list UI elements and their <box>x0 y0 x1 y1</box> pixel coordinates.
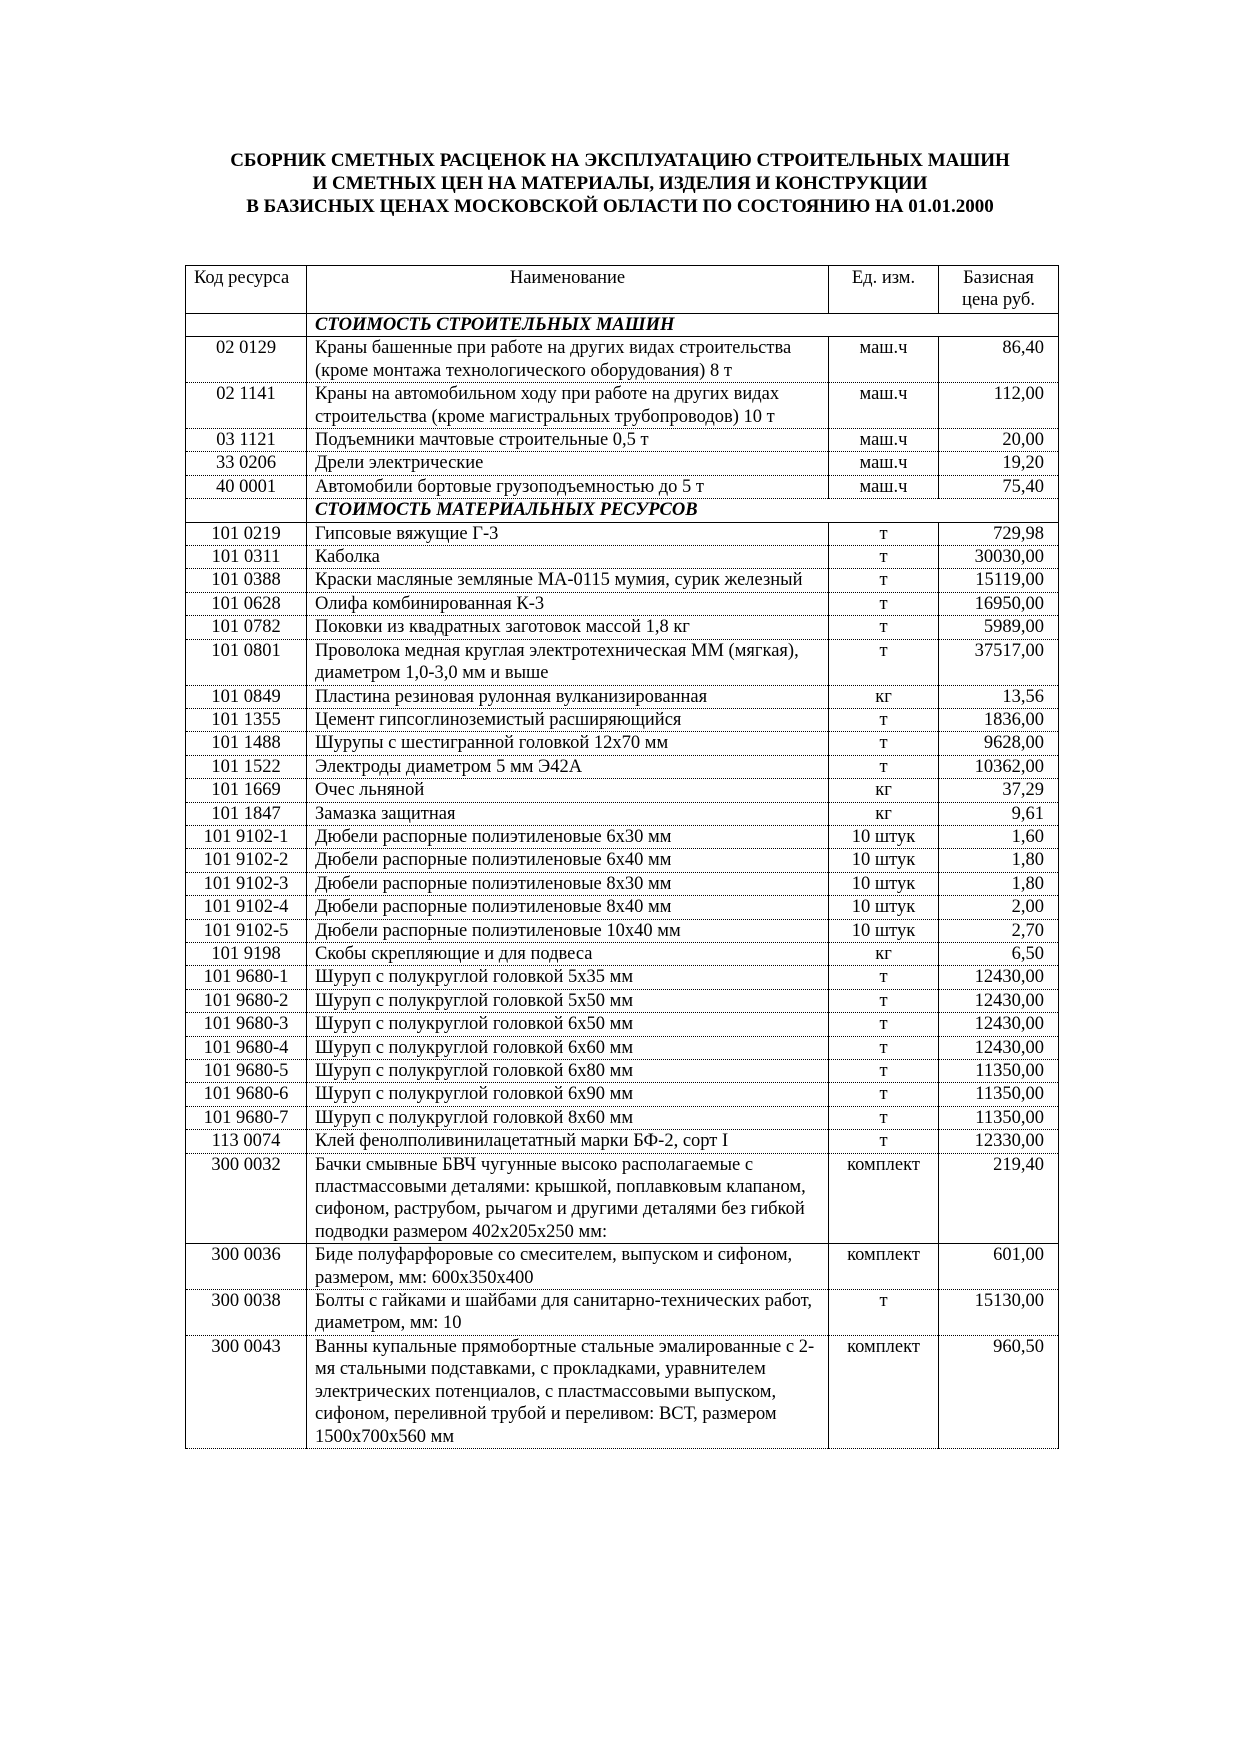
table-row <box>186 1335 1059 1448</box>
unit-cell: комплект <box>829 1335 939 1448</box>
base-price-cell: 15130,00 <box>939 1290 1059 1336</box>
table-row <box>186 1153 1059 1244</box>
resource-code-cell: 101 9102-3 <box>186 872 307 895</box>
resource-name-cell: Шуруп с полукруглой головкой 6х60 мм <box>307 1036 829 1059</box>
unit-cell: т <box>829 1036 939 1059</box>
resource-code-cell: 101 0801 <box>186 639 307 685</box>
table-row <box>186 639 1059 685</box>
table-row <box>186 475 1059 498</box>
resource-code-cell: 101 9680-7 <box>186 1106 307 1129</box>
section-blank-cell <box>186 499 307 522</box>
unit-cell: т <box>829 1106 939 1129</box>
resource-code-cell: 101 9680-1 <box>186 966 307 989</box>
table-header-row <box>186 266 1059 314</box>
base-price-cell: 12330,00 <box>939 1130 1059 1153</box>
resource-code-cell: 40 0001 <box>186 475 307 498</box>
unit-cell: кг <box>829 685 939 708</box>
table-row <box>186 546 1059 569</box>
base-price-cell: 13,56 <box>939 685 1059 708</box>
resource-code-cell: 02 0129 <box>186 337 307 383</box>
base-price-cell: 960,50 <box>939 1335 1059 1448</box>
table-row <box>186 802 1059 825</box>
unit-cell: маш.ч <box>829 452 939 475</box>
base-price-cell: 11350,00 <box>939 1106 1059 1129</box>
resource-name-cell: Гипсовые вяжущие Г-3 <box>307 522 829 545</box>
base-price-cell: 10362,00 <box>939 755 1059 778</box>
resource-name-cell: Скобы скрепляющие и для подвеса <box>307 942 829 965</box>
base-price-cell: 37517,00 <box>939 639 1059 685</box>
table-row <box>186 1130 1059 1153</box>
header-code: Код ресурса <box>186 266 307 314</box>
base-price-cell: 12430,00 <box>939 989 1059 1012</box>
unit-cell: т <box>829 1290 939 1336</box>
unit-cell: 10 штук <box>829 872 939 895</box>
unit-cell: маш.ч <box>829 429 939 452</box>
table-row <box>186 919 1059 942</box>
base-price-cell: 601,00 <box>939 1244 1059 1290</box>
unit-cell: 10 штук <box>829 919 939 942</box>
section-blank-cell <box>186 314 307 337</box>
table-row <box>186 1036 1059 1059</box>
table-row <box>186 522 1059 545</box>
base-price-cell: 75,40 <box>939 475 1059 498</box>
resource-code-cell: 03 1121 <box>186 429 307 452</box>
unit-cell: т <box>829 639 939 685</box>
resource-name-cell: Цемент гипсоглиноземистый расширяющийся <box>307 708 829 731</box>
table-row <box>186 732 1059 755</box>
resource-name-cell: Ванны купальные прямобортные стальные эмалированные с 2-мя стальными подставками, с прокладками, уравнителем электрических потенциалов, с пластмассовыми выпуском, сифоном, переливной трубой и переливом: ВСТ, размером 1500х700х560 мм <box>307 1335 829 1448</box>
section-title: СТОИМОСТЬ МАТЕРИАЛЬНЫХ РЕСУРСОВ <box>307 499 1059 522</box>
base-price-cell: 16950,00 <box>939 592 1059 615</box>
resource-code-cell: 101 9102-5 <box>186 919 307 942</box>
resource-name-cell: Олифа комбинированная К-3 <box>307 592 829 615</box>
resource-code-cell: 101 1488 <box>186 732 307 755</box>
unit-cell: т <box>829 989 939 1012</box>
table-row <box>186 849 1059 872</box>
table-row <box>186 708 1059 731</box>
unit-cell: т <box>829 1013 939 1036</box>
resource-code-cell: 300 0038 <box>186 1290 307 1336</box>
resource-code-cell: 113 0074 <box>186 1130 307 1153</box>
resource-name-cell: Бачки смывные БВЧ чугунные высоко располагаемые с пластмассовыми деталями: крышкой, поплавковым клапаном, сифоном, раструбом, рычагом и другими деталями без гибкой подводки размером 402х205х250 мм: <box>307 1153 829 1244</box>
table-row <box>186 966 1059 989</box>
unit-cell: 10 штук <box>829 825 939 848</box>
section-row <box>186 314 1059 337</box>
unit-cell: 10 штук <box>829 896 939 919</box>
base-price-cell: 1,80 <box>939 849 1059 872</box>
resource-name-cell: Шуруп с полукруглой головкой 6х50 мм <box>307 1013 829 1036</box>
table-row <box>186 942 1059 965</box>
unit-cell: т <box>829 732 939 755</box>
document-title <box>0 149 1240 218</box>
resource-code-cell: 101 9102-2 <box>186 849 307 872</box>
base-price-cell: 9,61 <box>939 802 1059 825</box>
base-price-cell: 30030,00 <box>939 546 1059 569</box>
resource-code-cell: 300 0036 <box>186 1244 307 1290</box>
resource-name-cell: Шуруп с полукруглой головкой 5х35 мм <box>307 966 829 989</box>
resource-name-cell: Шурупы с шестигранной головкой 12х70 мм <box>307 732 829 755</box>
resource-name-cell: Дюбели распорные полиэтиленовые 8х30 мм <box>307 872 829 895</box>
resource-code-cell: 101 0782 <box>186 616 307 639</box>
resource-code-cell: 101 0388 <box>186 569 307 592</box>
unit-cell: т <box>829 755 939 778</box>
unit-cell: т <box>829 546 939 569</box>
unit-cell: т <box>829 616 939 639</box>
table-row <box>186 1244 1059 1290</box>
resource-name-cell: Дрели электрические <box>307 452 829 475</box>
unit-cell: т <box>829 1060 939 1083</box>
section-row <box>186 499 1059 522</box>
base-price-cell: 1,60 <box>939 825 1059 848</box>
unit-cell: маш.ч <box>829 475 939 498</box>
resource-name-cell: Шуруп с полукруглой головкой 8х60 мм <box>307 1106 829 1129</box>
table-row <box>186 1013 1059 1036</box>
resource-code-cell: 101 0311 <box>186 546 307 569</box>
table-row <box>186 872 1059 895</box>
resource-name-cell: Дюбели распорные полиэтиленовые 8х40 мм <box>307 896 829 919</box>
resource-code-cell: 101 0849 <box>186 685 307 708</box>
table-row <box>186 383 1059 429</box>
table-row <box>186 1290 1059 1336</box>
table-row <box>186 616 1059 639</box>
header-unit: Ед. изм. <box>829 266 939 314</box>
resource-name-cell: Проволока медная круглая электротехническая ММ (мягкая), диаметром 1,0-3,0 мм и выше <box>307 639 829 685</box>
unit-cell: комплект <box>829 1244 939 1290</box>
base-price-cell: 19,20 <box>939 452 1059 475</box>
table-row <box>186 569 1059 592</box>
resource-name-cell: Каболка <box>307 546 829 569</box>
base-price-cell: 20,00 <box>939 429 1059 452</box>
resource-name-cell: Дюбели распорные полиэтиленовые 10х40 мм <box>307 919 829 942</box>
unit-cell: 10 штук <box>829 849 939 872</box>
table-row <box>186 825 1059 848</box>
base-price-cell: 11350,00 <box>939 1083 1059 1106</box>
header-price: Базисная цена руб. <box>939 266 1059 314</box>
unit-cell: кг <box>829 779 939 802</box>
base-price-cell: 1,80 <box>939 872 1059 895</box>
resource-code-cell: 101 9680-3 <box>186 1013 307 1036</box>
base-price-cell: 1836,00 <box>939 708 1059 731</box>
unit-cell: кг <box>829 802 939 825</box>
resource-name-cell: Электроды диаметром 5 мм Э42А <box>307 755 829 778</box>
table-body <box>186 314 1059 1449</box>
unit-cell: т <box>829 966 939 989</box>
table-row <box>186 337 1059 383</box>
table-row <box>186 755 1059 778</box>
table-row <box>186 592 1059 615</box>
unit-cell: т <box>829 1083 939 1106</box>
table-row <box>186 1060 1059 1083</box>
unit-cell: т <box>829 522 939 545</box>
resource-name-cell: Автомобили бортовые грузоподъемностью до 5 т <box>307 475 829 498</box>
title-line-2: И СМЕТНЫХ ЦЕН НА МАТЕРИАЛЫ, ИЗДЕЛИЯ И КОНСТРУКЦИИ <box>312 173 928 194</box>
unit-cell: маш.ч <box>829 383 939 429</box>
resource-name-cell: Болты с гайками и шайбами для санитарно-технических работ, диаметром, мм: 10 <box>307 1290 829 1336</box>
resource-name-cell: Очес льняной <box>307 779 829 802</box>
resource-code-cell: 101 9680-2 <box>186 989 307 1012</box>
resource-name-cell: Дюбели распорные полиэтиленовые 6х30 мм <box>307 825 829 848</box>
base-price-cell: 6,50 <box>939 942 1059 965</box>
resource-code-cell: 300 0032 <box>186 1153 307 1244</box>
base-price-cell: 11350,00 <box>939 1060 1059 1083</box>
resource-code-cell: 101 1669 <box>186 779 307 802</box>
resource-code-cell: 101 9102-4 <box>186 896 307 919</box>
resource-name-cell: Шуруп с полукруглой головкой 6х90 мм <box>307 1083 829 1106</box>
base-price-cell: 9628,00 <box>939 732 1059 755</box>
table-row <box>186 685 1059 708</box>
table-row <box>186 1083 1059 1106</box>
resource-code-cell: 101 9198 <box>186 942 307 965</box>
resource-name-cell: Дюбели распорные полиэтиленовые 6х40 мм <box>307 849 829 872</box>
base-price-cell: 12430,00 <box>939 1013 1059 1036</box>
base-price-cell: 729,98 <box>939 522 1059 545</box>
base-price-cell: 12430,00 <box>939 966 1059 989</box>
unit-cell: т <box>829 708 939 731</box>
resource-code-cell: 33 0206 <box>186 452 307 475</box>
unit-cell: т <box>829 592 939 615</box>
base-price-cell: 2,70 <box>939 919 1059 942</box>
table-row <box>186 779 1059 802</box>
table-row <box>186 1106 1059 1129</box>
resource-name-cell: Поковки из квадратных заготовок массой 1,8 кг <box>307 616 829 639</box>
base-price-cell: 86,40 <box>939 337 1059 383</box>
base-price-cell: 219,40 <box>939 1153 1059 1244</box>
title-line-1: СБОРНИК СМЕТНЫХ РАСЦЕНОК НА ЭКСПЛУАТАЦИЮ СТРОИТЕЛЬНЫХ МАШИН <box>230 150 1010 171</box>
section-title: СТОИМОСТЬ СТРОИТЕЛЬНЫХ МАШИН <box>307 314 1059 337</box>
resource-code-cell: 101 1522 <box>186 755 307 778</box>
unit-cell: комплект <box>829 1153 939 1244</box>
resource-code-cell: 101 9680-4 <box>186 1036 307 1059</box>
resource-code-cell: 101 1847 <box>186 802 307 825</box>
base-price-cell: 15119,00 <box>939 569 1059 592</box>
resource-name-cell: Краны башенные при работе на других видах строительства (кроме монтажа технологического оборудования) 8 т <box>307 337 829 383</box>
table-row <box>186 896 1059 919</box>
base-price-cell: 37,29 <box>939 779 1059 802</box>
table-row <box>186 989 1059 1012</box>
resource-code-cell: 101 0628 <box>186 592 307 615</box>
unit-cell: кг <box>829 942 939 965</box>
resource-name-cell: Шуруп с полукруглой головкой 5х50 мм <box>307 989 829 1012</box>
resource-code-cell: 101 9680-6 <box>186 1083 307 1106</box>
resource-name-cell: Биде полуфарфоровые со смесителем, выпуском и сифоном, размером, мм: 600х350х400 <box>307 1244 829 1290</box>
base-price-cell: 5989,00 <box>939 616 1059 639</box>
resource-name-cell: Краски масляные земляные МА-0115 мумия, сурик железный <box>307 569 829 592</box>
title-line-3: В БАЗИСНЫХ ЦЕНАХ МОСКОВСКОЙ ОБЛАСТИ ПО СОСТОЯНИЮ НА 01.01.2000 <box>246 196 994 217</box>
unit-cell: маш.ч <box>829 337 939 383</box>
resource-code-cell: 101 0219 <box>186 522 307 545</box>
resource-name-cell: Краны на автомобильном ходу при работе на других видах строительства (кроме магистральных трубопроводов) 10 т <box>307 383 829 429</box>
resource-code-cell: 101 1355 <box>186 708 307 731</box>
header-name: Наименование <box>307 266 829 314</box>
base-price-cell: 2,00 <box>939 896 1059 919</box>
resource-name-cell: Подъемники мачтовые строительные 0,5 т <box>307 429 829 452</box>
resource-code-cell: 101 9102-1 <box>186 825 307 848</box>
unit-cell: т <box>829 1130 939 1153</box>
price-table <box>185 265 1059 1449</box>
resource-name-cell: Шуруп с полукруглой головкой 6х80 мм <box>307 1060 829 1083</box>
resource-code-cell: 101 9680-5 <box>186 1060 307 1083</box>
resource-name-cell: Пластина резиновая рулонная вулканизированная <box>307 685 829 708</box>
resource-name-cell: Клей фенолполивинилацетатный марки БФ-2, сорт I <box>307 1130 829 1153</box>
resource-name-cell: Замазка защитная <box>307 802 829 825</box>
resource-code-cell: 02 1141 <box>186 383 307 429</box>
base-price-cell: 112,00 <box>939 383 1059 429</box>
table-row <box>186 429 1059 452</box>
resource-code-cell: 300 0043 <box>186 1335 307 1448</box>
unit-cell: т <box>829 569 939 592</box>
table-row <box>186 452 1059 475</box>
base-price-cell: 12430,00 <box>939 1036 1059 1059</box>
